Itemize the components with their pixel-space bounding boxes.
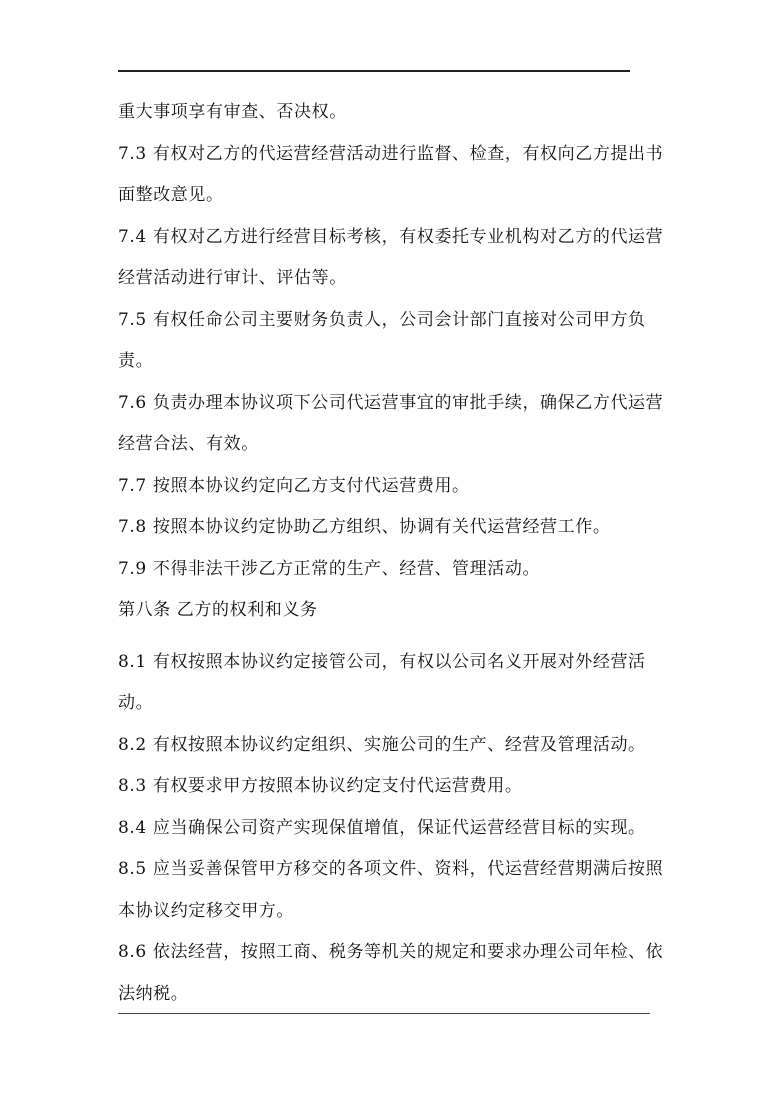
text-line: 法纳税。 xyxy=(118,983,189,1004)
text-line: 经营合法、有效。 xyxy=(118,434,259,454)
bottom-rule xyxy=(118,1013,650,1014)
text-line: 经营活动进行审计、评估等。 xyxy=(118,268,347,288)
clause-7-8: 7.8 按照本协议约定协助乙方组织、协调有关代运营经营工作。 xyxy=(118,517,611,537)
clause-7-4: 7.4 有权对乙方进行经营目标考核，有权委托专业机构对乙方的代运营 xyxy=(118,226,664,247)
clause-7-5: 7.5 有权任命公司主要财务负责人，公司会计部门直接对公司甲方负 xyxy=(118,309,646,330)
clause-7-3: 7.3 有权对乙方的代运营经营活动进行监督、检查，有权向乙方提出书 xyxy=(118,143,664,164)
top-rule xyxy=(118,70,630,72)
clause-7-9: 7.9 不得非法干涉乙方正常的生产、经营、管理活动。 xyxy=(118,558,541,579)
clause-8-5: 8.5 应当妥善保管甲方移交的各项文件、资料，代运营经营期满后按照 xyxy=(118,859,664,879)
article-8-heading: 第八条 乙方的权利和义务 xyxy=(118,600,318,620)
clause-8-2: 8.2 有权按照本协议约定组织、实施公司的生产、经营及管理活动。 xyxy=(118,734,646,755)
clause-8-6: 8.6 依法经营，按照工商、税务等机关的规定和要求办理公司年检、依 xyxy=(118,942,664,962)
text-line: 面整改意见。 xyxy=(118,185,224,205)
text-line: 责。 xyxy=(118,351,154,371)
text-line: 重大事项享有审查、否决权。 xyxy=(118,102,347,122)
clause-7-6: 7.6 负责办理本协议项下公司代运营事宜的审批手续，确保乙方代运营 xyxy=(118,392,664,413)
spacer xyxy=(118,632,663,642)
text-line: 动。 xyxy=(118,693,154,713)
document-body xyxy=(118,92,663,1015)
clause-8-1: 8.1 有权按照本协议约定接管公司，有权以公司名义开展对外经营活 xyxy=(118,651,646,672)
clause-8-3: 8.3 有权要求甲方按照本协议约定支付代运营费用。 xyxy=(118,776,523,796)
clause-8-4: 8.4 应当确保公司资产实现保值增值，保证代运营经营目标的实现。 xyxy=(118,817,646,838)
text-line: 本协议约定移交甲方。 xyxy=(118,900,294,921)
clause-7-7: 7.7 按照本协议约定向乙方支付代运营费用。 xyxy=(118,475,470,496)
